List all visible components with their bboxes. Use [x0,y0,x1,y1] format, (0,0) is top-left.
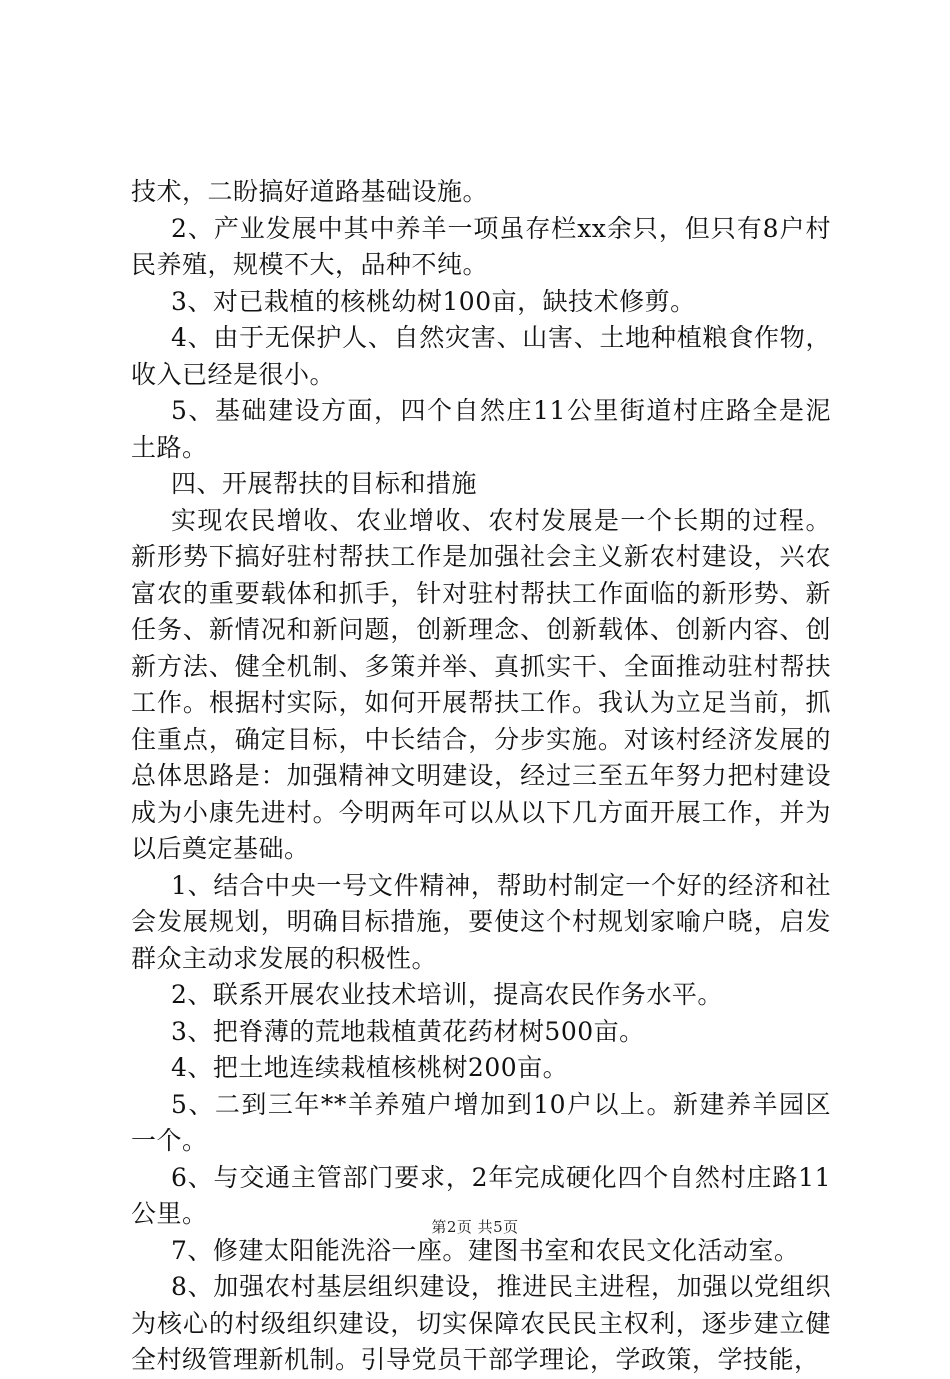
paragraph-measure-7: 7、修建太阳能洗浴一座。建图书室和农民文化活动室。 [171,1235,800,1265]
page-footer: 第2页 共5页 [431,1218,519,1236]
paragraph-measure-3: 3、把脊薄的荒地栽植黄花药材树500亩。 [171,1016,645,1046]
document-body [131,174,831,1379]
section-heading: 四、开展帮扶的目标和措施 [171,469,478,498]
paragraph-item-3-walnut: 3、对已栽植的核桃幼树100亩，缺技术修剪。 [171,286,696,316]
paragraph-measure-2: 2、联系开展农业技术培训，提高农民作务水平。 [171,980,723,1009]
paragraph-measure-1: 1、结合中央一号文件精神，帮助村制定一个好的经济和社会发展规划，明确目标措施，要使这个村规划家喻户晓，启发群众主动求发展的积极性。 [131,870,831,973]
paragraph-measure-8: 8、加强农村基层组织建设，推进民主进程，加强以党组织为核心的村级组织建设，切实保障农民民主权利，逐步建立健全村级管理新机制。引导党员干部学理论，学政策，学技能， [131,1272,831,1374]
paragraph-item-5-roads: 5、基础建设方面，四个自然庄11公里街道村庄路全是泥土路。 [131,396,831,462]
paragraph-measure-4: 4、把土地连续栽植核桃树200亩。 [171,1053,569,1082]
paragraph-item-2-sheep: 2、产业发展中其中养羊一项虽存栏xx余只，但只有8户村民养殖，规模不大，品种不纯。 [131,213,831,279]
paragraph-measure-5: 5、二到三年**羊养殖户增加到10户以上。新建养羊园区一个。 [131,1089,831,1155]
paragraph-overview: 实现农民增收、农业增收、农村发展是一个长期的过程。新形势下搞好驻村帮扶工作是加强社会主义新农村建设，兴农富农的重要载体和抓手，针对驻村帮扶工作面临的新形势、新任务、新情况和新问题，创新理念、创新载体、创新内容、创新方法、健全机制、多策并举、真抓实干、全面推动驻村帮扶工作。根据村实际，如何开展帮扶工作。我认为立足当前，抓住重点，确定目标，中长结合，分步实施。对该村经济发展的总体思路是：加强精神文明建设，经过三至五年努力把村建设成为小康先进村。今明两年可以从以下几方面开展工作，并为以后奠定基础。 [131,505,831,863]
paragraph-continuation: 技术，二盼搞好道路基础设施。 [131,177,489,206]
paragraph-measure-6: 6、与交通主管部门要求，2年完成硬化四个自然村庄路11公里。 [131,1162,831,1228]
paragraph-item-4-disaster: 4、由于无保护人、自然灾害、山害、土地种植粮食作物，收入已经是很小。 [131,323,831,389]
